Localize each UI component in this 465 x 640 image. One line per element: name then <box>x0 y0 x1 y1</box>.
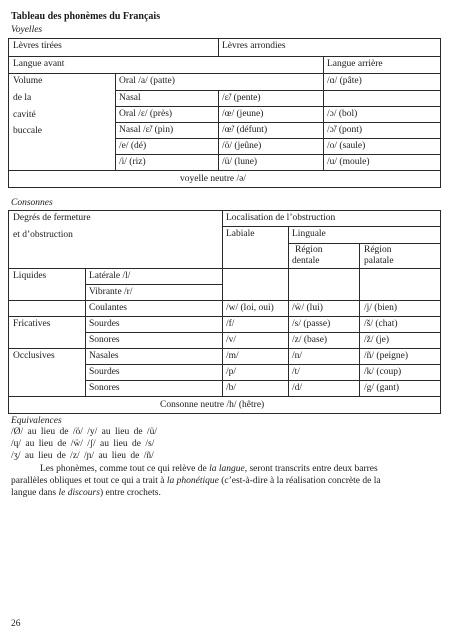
vowel-cell: /ɛ̃/ (pente) <box>222 93 261 103</box>
consonant-cell: /v/ <box>226 335 237 345</box>
paragraph-emphasis: la langue <box>209 464 245 474</box>
consonant-cell: /ẅ/ (lui) <box>292 303 323 313</box>
header-linguale: Linguale <box>292 229 326 239</box>
header-region-palatale-2: palatale <box>364 256 394 266</box>
vowel-cell: /ɑ/ (pâte) <box>327 76 362 86</box>
header-langue-arriere: Langue arrière <box>327 59 383 69</box>
label-vibrante: Vibrante /r/ <box>89 287 133 297</box>
vowel-cell: /i/ (riz) <box>119 157 146 167</box>
label-cavite: cavité <box>13 110 36 120</box>
consonant-neutral: Consonne neutre /h/ (hêtre) <box>160 400 265 410</box>
consonant-cell: /m/ <box>226 351 239 361</box>
paragraph-line-2 <box>11 477 381 487</box>
consonant-cell: /p/ <box>226 367 237 377</box>
paragraph-text: Les phonèmes, comme tout ce qui relève de <box>40 464 210 474</box>
vowel-cell: /ü/ (lune) <box>222 157 258 167</box>
consonant-cell: /ž/ (je) <box>364 335 390 345</box>
paragraph-text: ) entre crochets. <box>99 488 161 498</box>
label-fricatives: Fricatives <box>13 319 51 329</box>
consonant-cell: /t/ <box>292 367 300 377</box>
label-coulantes: Coulantes <box>89 303 127 313</box>
vowel-cell: Nasal /ɛ̃/ (pin) <box>119 125 174 135</box>
label-laterale: Latérale /l/ <box>89 271 131 281</box>
vowel-cell: /œ/ (jeune) <box>222 109 264 119</box>
label-liquides: Liquides <box>13 271 47 281</box>
label-sourdes: Sourdes <box>89 367 120 377</box>
header-region-dentale-2: dentale <box>292 256 320 266</box>
consonant-cell: /š/ (chat) <box>364 319 398 329</box>
consonant-cell: /j/ (bien) <box>364 303 397 313</box>
consonant-cell: /d/ <box>292 383 303 393</box>
vowel-cell: Oral /a/ (patte) <box>119 76 175 86</box>
paragraph-text: , seront transcrits entre deux barres <box>244 464 378 474</box>
consonant-cell: /k/ (coup) <box>364 367 402 377</box>
vowel-cell: Nasal <box>119 93 141 103</box>
header-labiale: Labiale <box>226 229 255 239</box>
header-localisation: Localisation de l’obstruction <box>226 213 336 223</box>
paragraph-text: parallèles obliques et tout ce qui a trait à <box>11 476 167 486</box>
label-nasales: Nasales <box>89 351 119 361</box>
consonant-cell: /f/ <box>226 319 235 329</box>
page-title: Tableau des phonèmes du Français <box>11 11 161 22</box>
vowel-cell: /ö/ (jeûne) <box>222 141 262 151</box>
paragraph-line-1 <box>40 465 378 475</box>
header-region-palatale-1: Région <box>364 245 392 255</box>
header-langue-avant: Langue avant <box>13 59 65 69</box>
vowel-neutral: voyelle neutre /ə/ <box>180 174 246 184</box>
vowel-cell: /u/ (moule) <box>327 157 370 167</box>
label-sourdes: Sourdes <box>89 319 120 329</box>
paragraph-text: langue dans <box>11 488 59 498</box>
equivalence-line: /Ø/ au lieu de /ö/ /y/ au lieu de /ü/ <box>11 427 157 437</box>
vowels-section-title: Voyelles <box>11 25 43 35</box>
consonants-section-title: Consonnes <box>11 198 53 208</box>
consonant-cell: /n/ <box>292 351 303 361</box>
paragraph-line-3 <box>11 489 161 499</box>
header-obstruction: et d’obstruction <box>13 230 73 240</box>
paragraph-text: (c’est-à-dire à la réalisation concrète de la <box>218 476 381 486</box>
paragraph-emphasis: la phonétique <box>166 476 219 486</box>
label-occlusives: Occlusives <box>13 351 55 361</box>
header-region-dentale-1: Région <box>295 245 323 255</box>
vowel-cell: /ɔ̃/ (pont) <box>327 125 363 135</box>
vowel-cell: /ɔ/ (bol) <box>327 109 358 119</box>
consonant-cell: /ñ/ (peigne) <box>364 351 409 361</box>
equivalence-line: /ʒ/ au lieu de /z/ /ɲ/ au lieu de /ñ/ <box>11 451 154 461</box>
label-de-la: de la <box>13 93 32 103</box>
header-degres: Degrés de fermeture <box>13 213 91 223</box>
label-sonores: Sonores <box>89 383 120 393</box>
consonant-cell: /w/ (loi, oui) <box>226 303 274 313</box>
consonant-cell: /s/ (passe) <box>292 319 331 329</box>
header-levres-arrondies: Lèvres arrondies <box>222 41 286 51</box>
vowel-cell: Oral /ɛ/ (près) <box>119 109 173 119</box>
label-volume: Volume <box>13 76 43 86</box>
consonant-cell: /g/ (gant) <box>364 383 400 393</box>
vowel-cell: /e/ (dé) <box>119 141 147 151</box>
vowel-cell: /o/ (saule) <box>327 141 366 151</box>
equivalences-title: Equivalences <box>11 416 62 426</box>
page-number: 26 <box>11 619 21 629</box>
header-levres-tirees: Lèvres tirées <box>13 41 62 51</box>
label-sonores: Sonores <box>89 335 120 345</box>
label-buccale: buccale <box>13 126 43 136</box>
equivalence-line: /ɥ/ au lieu de /ẅ/ /ʃ/ au lieu de /s/ <box>11 439 155 449</box>
consonant-cell: /b/ <box>226 383 237 393</box>
paragraph-emphasis: le discours <box>58 488 100 498</box>
consonant-cell: /z/ (base) <box>292 335 328 345</box>
vowel-cell: /œ̃/ (défunt) <box>222 125 268 135</box>
